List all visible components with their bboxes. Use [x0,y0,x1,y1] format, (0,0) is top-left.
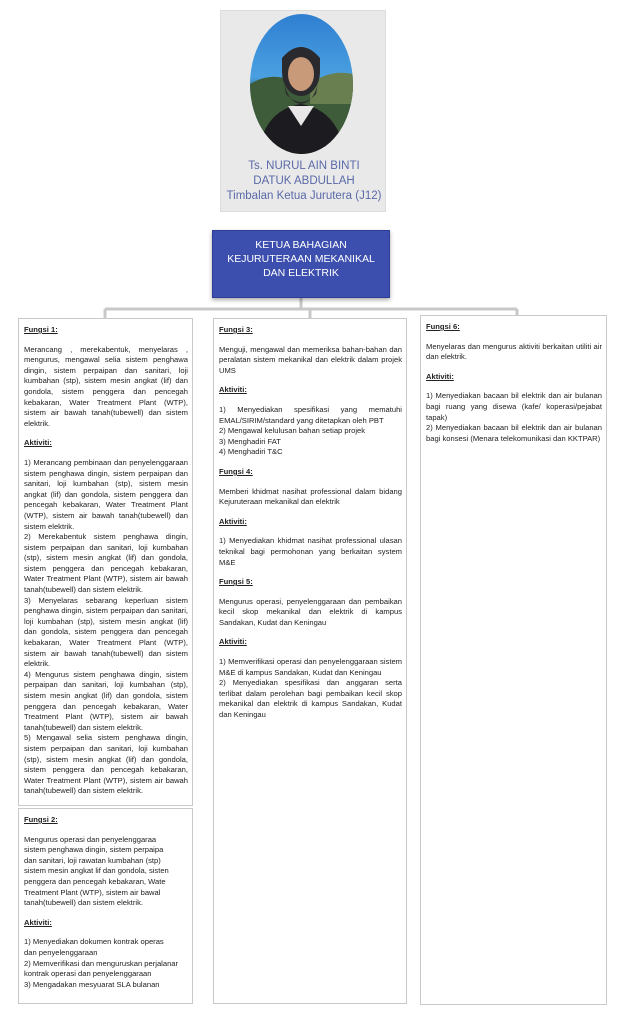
department-line2: KEJURUTERAAN MEKANIKAL [227,253,375,265]
fungsi2-line: dan sanitari, loji rawatan kumbahan (stp) [24,855,161,865]
profile-title: Timbalan Ketua Jurutera (J12) [226,190,382,202]
aktiviti4-heading: Aktiviti: [219,516,247,526]
aktiviti1-item: 1) Merancang pembinaan dan penyelenggaraan sistem penghawa dingin, sistem perpaipan dan sanitari, loji kumbahan (stp), sistem mesin angkat (lif) dan gondola, sistem penggera dan pencegah kebakaran, Water Treatment Plant (WTP), sistem air bawah tanah(tubewell) dan sistem elektrik. [24,457,188,531]
profile-name-line2: DATUK ABDULLAH [253,175,355,187]
fungsi2-heading: Fungsi 2: [24,815,58,824]
aktiviti1-item: 5) Mengawal selia sistem penghawa dingin, sistem perpaipan dan sanitari, loji kumbahan (stp), sistem mesin angkat (lif) dan gondola, sistem penggera dan pencegah kebakaran, Water Treatment Plant (WTP), sistem air bawah tanah(tubewell) dan sistem elektrik. [24,733,188,796]
aktiviti1-item: 2) Merekabentuk sistem penghawa dingin, sistem perpaipan dan sanitari, loji kumbahan (stp), sistem mesin angkat (lif) dan gondola, sistem penggera dan pencegah kebakaran, Water Treatment Plant (WTP), sistem air bawah tanah(tubewell) dan sistem elektrik. [24,532,188,595]
aktiviti3-item: 4) Menghadiri T&C [219,447,283,457]
aktiviti5-list [219,657,402,721]
fungsi2-line: Treatment Plant (WTP), sistem air bawal [24,887,161,897]
aktiviti3-item: 3) Menghadiri FAT [219,436,281,446]
fungsi5-text: Mengurus operasi, penyelenggaraan dan pembaikan kecil skop mekanikal dan elektrik di kampus Sandakan, Kudat dan Keningau [219,596,402,627]
aktiviti3-heading: Aktiviti: [219,385,247,395]
department-title-box [212,230,390,298]
function-column-3 [420,315,607,1005]
aktiviti6-list [426,391,602,444]
aktiviti6-item: 1) Menyediakan bacaan bil elektrik dan air bulanan bagi ruang yang disewa (kafe/ koperasi/pejabat tapak) [426,391,602,422]
fungsi3-text: Menguji, mengawal dan memeriksa bahan-bahan dan peralatan sistem mekanikal dan elektrik dalam projek UMS [219,344,402,375]
aktiviti2-heading: Aktiviti: [24,917,52,927]
fungsi1-heading: Fungsi 1: [24,325,58,334]
department-line3: DAN ELEKTRIK [263,267,339,279]
aktiviti2-line: dan penyelenggaraan [24,947,98,957]
fungsi2-line: tanah(tubewell) dan sistem elektrik. [24,898,144,908]
aktiviti2-line: 2) Memverifikasi dan menguruskan perjalanar [24,958,179,968]
aktiviti1-item: 4) Mengurus sistem penghawa dingin, sistem perpaipan dan sanitari, loji kumbahan (stp), sistem mesin angkat (lif) dan gondola, sistem penggera dan pencegah kebakaran, Water Treatment Plant (WTP), sistem air bawah tanah(tubewell) dan sistem elektrik. [24,669,188,732]
aktiviti5-item: 1) Memverifikasi operasi dan penyelenggaraan sistem M&E di kampus Sandakan, Kudat dan Keningau [219,657,402,677]
profile-card [220,10,386,212]
function-column-1 [18,318,193,806]
aktiviti6-item: 2) Menyediakan bacaan bil elektrik dan air bulanan bagi konsesi (Menara telekomunikasi dan KKTPAR) [426,423,602,443]
aktiviti5-heading: Aktiviti: [219,637,247,647]
aktiviti2-line: kontrak operasi dan penyelenggaraan [24,969,152,979]
aktiviti1-item: 3) Menyelaras sebarang keperluan sistem penghawa dingin, sistem perpaipan dan sanitari, loji kumbahan (stp), sistem mesin angkat (lif) dan gondola, sistem penggera dan pencegah kebakaran, Water Treatment Plant (WTP), sistem air bawah tanah(tubewell) dan sistem elektrik. [24,595,188,669]
aktiviti5-item: 2) Menyediakan spesifikasi dan anggaran serta terlibat dalam perolehan bagi pembaikan kecil skop mekanikal dan elektrik di kampus Sandakan, Kudat dan Keningau [219,678,402,720]
fungsi4-text: Memberi khidmat nasihat professional dalam bidang Kejuruteraan mekanikal dan elektrik [219,486,402,507]
aktiviti3-item: 2) Mengawal kelulusan bahan setiap projek [219,426,366,436]
function-column-2 [213,318,407,1004]
fungsi2-line: Mengurus operasi dan penyelenggaraa [24,834,157,844]
fungsi2-text [24,835,188,909]
fungsi6-heading: Fungsi 6: [426,322,460,331]
fungsi4-heading: Fungsi 4: [219,466,253,476]
aktiviti1-heading: Aktiviti: [24,438,52,448]
aktiviti4-text: 1) Menyediakan khidmat nasihat professional ulasan teknikal bagi permohonan yang berkaitan system M&E [219,536,402,567]
aktiviti2-line: 3) Mengadakan mesyuarat SLA bulanan [24,979,160,989]
fungsi2-line: sistem penghawa dingin, sistem perpaipa [24,845,164,855]
function-column-1-continued [18,808,193,1004]
aktiviti3-item: 1) Menyediakan spesifikasi yang mematuhi EMAL/SIRIM/standard yang ditetapkan oleh PBT [219,404,402,425]
aktiviti3-list [219,405,402,458]
fungsi3-heading: Fungsi 3: [219,325,253,334]
aktiviti2-list [24,937,188,990]
fungsi1-text: Merancang , merekabentuk, menyelaras , mengurus, mengawal selia sistem penghawa dingin, sistem perpaipan dan sanitari, loji kumbahan (stp), sistem mesin angkat (lif) dan gondola, sistem penggera dan pencegah kebakaran, Water Treatment Plant (WTP), sistem air bawah tanah(tubewell) dan sistem elektrik. [24,344,188,428]
fungsi6-text: Menyelaras dan mengurus aktiviti berkaitan utiliti air dan elektrik. [426,341,602,362]
aktiviti2-line: 1) Menyediakan dokumen kontrak operas [24,937,164,947]
aktiviti1-list [24,458,188,797]
fungsi2-line: sistem mesin angkat lif dan gondola, sisten [24,866,169,876]
profile-photo [250,14,353,154]
department-line1: KETUA BAHAGIAN [255,239,347,251]
fungsi5-heading: Fungsi 5: [219,577,253,587]
profile-name-line1: Ts. NURUL AIN BINTI [248,160,360,172]
fungsi2-line: penggera dan pencegah kebakaran, Wate [24,876,166,886]
profile-name-block [221,159,387,204]
aktiviti6-heading: Aktiviti: [426,371,454,381]
